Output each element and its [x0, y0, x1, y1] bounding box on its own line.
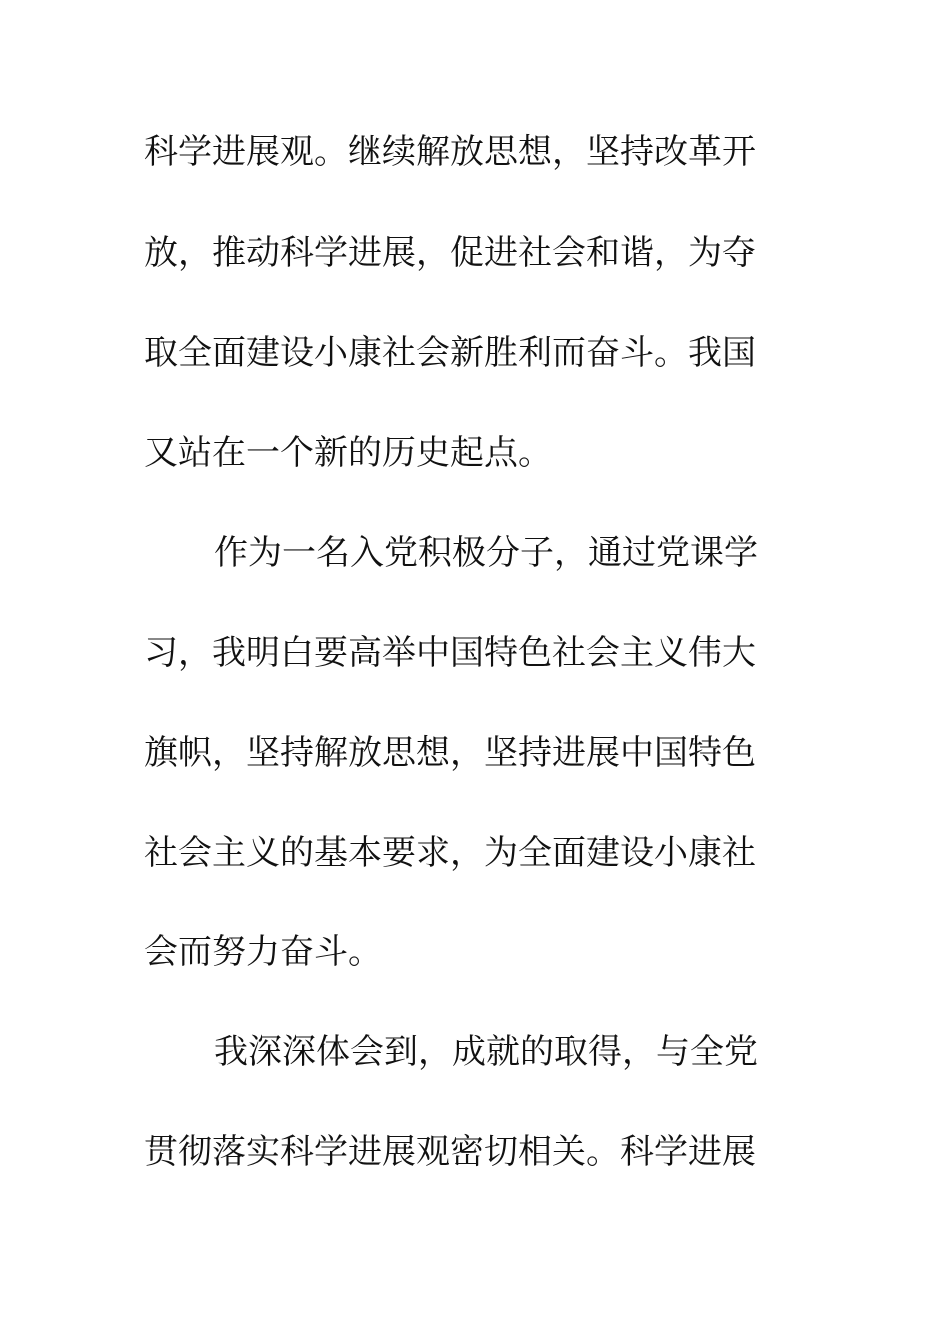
text-line: 科学进展观。继续解放思想，坚持改革开 [144, 132, 756, 172]
text-line: 作为一名入党积极分子，通过党课学 [214, 533, 758, 573]
text-line: 我深深体会到，成就的取得，与全党 [214, 1032, 758, 1072]
text-line: 贯彻落实科学进展观密切相关。科学进展 [144, 1132, 756, 1172]
text-line: 取全面建设小康社会新胜利而奋斗。我国 [144, 333, 756, 373]
text-line: 会而努力奋斗。 [144, 932, 382, 972]
text-line: 社会主义的基本要求，为全面建设小康社 [144, 833, 756, 873]
text-line: 又站在一个新的历史起点。 [144, 433, 552, 473]
text-line: 习，我明白要高举中国特色社会主义伟大 [144, 633, 756, 673]
text-line: 旗帜，坚持解放思想，坚持进展中国特色 [144, 733, 756, 773]
text-line: 放，推动科学进展，促进社会和谐，为夺 [144, 233, 756, 273]
